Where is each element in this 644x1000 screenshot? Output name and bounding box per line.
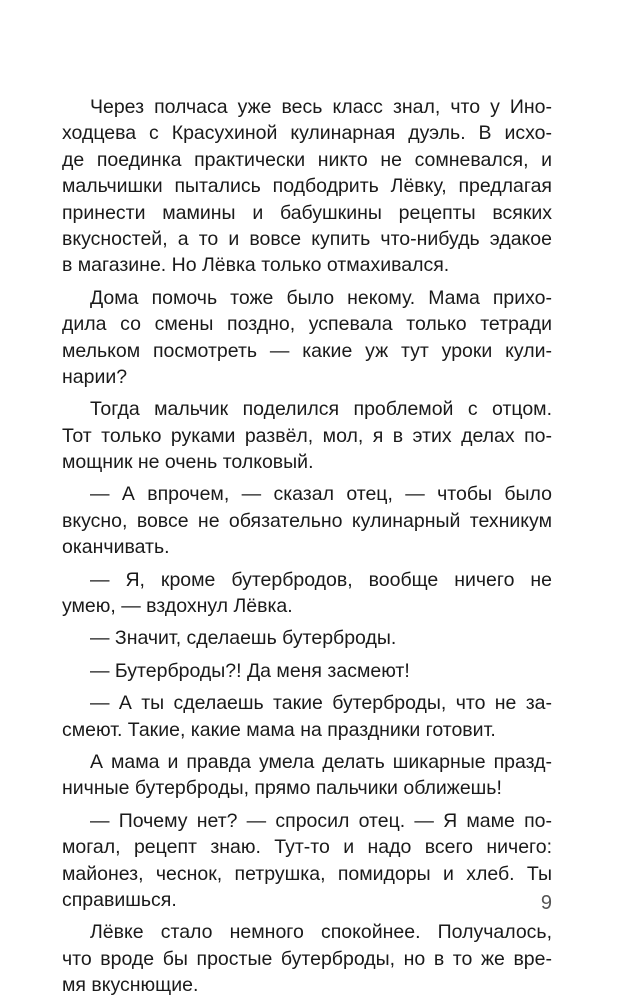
text-line: — Почему нет? — спросил отец. — Я маме по-	[90, 809, 552, 832]
text-line: принести мамины и бабушкины рецепты всяких	[62, 201, 552, 224]
text-line: Лёвке стало немного спокойнее. Получалось,	[90, 921, 552, 944]
text-line: — А впрочем, — сказал отец, — чтобы было	[90, 483, 552, 506]
text-line: Дома помочь тоже было некому. Мама прихо-	[90, 286, 552, 309]
text-line: майонез, чеснок, петрушка, помидоры и хлеб. Ты	[62, 862, 552, 885]
paragraph	[62, 749, 552, 802]
paragraph	[62, 690, 552, 743]
text-line: в магазине. Но Лёвка только отмахивался.	[62, 254, 450, 277]
text-line: — Бутерброды?! Да меня засмеют!	[90, 659, 410, 682]
paragraph	[62, 481, 552, 560]
paragraph	[62, 567, 552, 620]
text-line: ходцева с Красухиной кулинарная дуэль. В исхо-	[62, 122, 552, 145]
text-line: мальчишки пытались подбодрить Лёвку, предлагая	[62, 175, 552, 198]
text-line: оканчивать.	[62, 536, 170, 559]
text-line: — А ты сделаешь такие бутерброды, что не за-	[90, 692, 552, 715]
body-text	[62, 94, 552, 999]
text-line: что вроде бы простые бутерброды, но в то же вре-	[62, 947, 552, 970]
text-line: вкусно, вовсе не обязательно кулинарный техникум	[62, 509, 552, 532]
paragraph	[62, 285, 552, 391]
paragraph	[62, 808, 552, 914]
text-line: могал, рецепт знаю. Тут-то и надо всего ничего:	[62, 836, 552, 859]
text-line: нарии?	[62, 365, 128, 388]
text-line: ничные бутерброды, прямо пальчики оближешь!	[62, 777, 502, 800]
paragraph	[62, 625, 552, 651]
text-line: — Я, кроме бутербродов, вообще ничего не	[90, 568, 552, 591]
text-line: мощник не очень толковый.	[62, 451, 314, 474]
page-number: 9	[540, 892, 552, 914]
text-line: справишься.	[62, 888, 177, 911]
paragraph	[62, 94, 552, 279]
text-line: — Значит, сделаешь бутерброды.	[90, 627, 397, 650]
text-line: дила со смены поздно, успевала только тетради	[62, 313, 552, 336]
text-line: Через полчаса уже весь класс знал, что у Ино-	[90, 96, 552, 118]
paragraph	[62, 658, 552, 684]
text-line: мя вкуснющие.	[62, 974, 199, 997]
text-line: Тогда мальчик поделился проблемой с отцом.	[90, 398, 552, 421]
text-line: смеют. Такие, какие мама на праздники готовит.	[62, 718, 496, 741]
text-line: вкусностей, а то и вовсе купить что-нибудь эдакое	[62, 227, 552, 250]
text-line: умею, — вздохнул Лёвка.	[62, 595, 293, 618]
paragraph	[62, 396, 552, 475]
paragraph	[62, 919, 552, 998]
text-line: мельком посмотреть — какие уж тут уроки кули-	[62, 339, 552, 362]
text-line: Тот только руками развёл, мол, я в этих делах по-	[62, 424, 552, 447]
text-line: де поединка практически никто не сомневался, и	[62, 148, 552, 171]
text-line: А мама и правда умела делать шикарные празд-	[90, 750, 552, 773]
